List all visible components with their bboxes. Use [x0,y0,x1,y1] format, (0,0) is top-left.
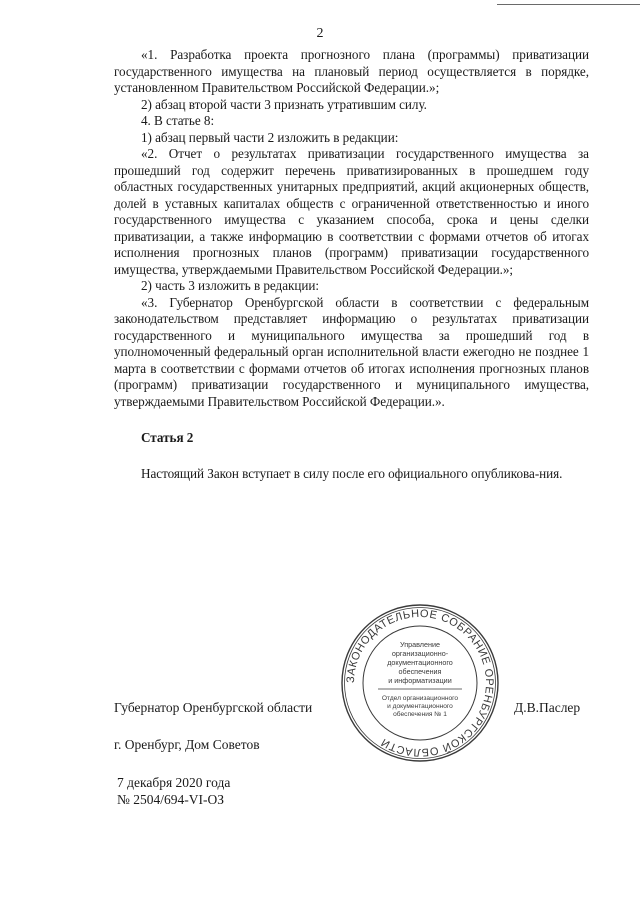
seal-ring-text: ЗАКОНОДАТЕЛЬНОЕ СОБРАНИЕ ОРЕНБУРГСКОЙ ОБЛАСТИ [344,607,496,759]
paragraph: 4. В статье 8: [141,113,215,128]
page-number: 2 [316,26,324,41]
article-heading: Статья 2 [141,430,194,445]
paragraph: «2. Отчет о результатах приватизации государственного имущества за прошедший год содержит перечень приватизированных в прошедшем году областных государственных унитарных предприятий, акций акционерных обществ, долей в уставных капиталах обществ с ограниченной ответственностью и иного государственного имущества с указанием способа, срока и цены сделки приватизации, а также информацию в соответствии с формами отчетов об итогах исполнения прогнозных планов (программ) приватизации государственного имущества, утверждаемыми Правительством Российской Федерации.»; [114,146,589,277]
signing-place: г. Оренбург, Дом Советов [114,737,260,752]
seal-line: обеспечения [398,667,442,676]
seal-line: и информатизации [388,676,452,685]
signing-date: 7 декабря 2020 года [117,775,231,790]
seal-line: Отдел организационного [381,695,459,702]
seal-line: Управление [400,640,440,649]
official-seal [340,603,500,763]
signatory-name: Д.В.Паслер [514,700,581,715]
seal-line: и документационного [387,703,453,710]
article-text: Настоящий Закон вступает в силу после его официального опубликова-ния. [141,465,563,481]
law-number: № 2504/694-VI-ОЗ [117,792,225,807]
paragraph: 1) абзац первый части 2 изложить в редакции: [141,129,399,145]
paragraph: 2) часть 3 изложить в редакции: [141,278,319,293]
document-body [114,47,589,482]
paragraph: «1. Разработка проекта прогнозного плана (программы) приватизации государственного имущества на плановый период осуществляется в порядке, установленном Правительством Российской Федерации.»; [114,47,589,95]
seal-line: обеспечения № 1 [393,711,447,718]
seal-line: организационно- [391,649,449,658]
paragraph: «3. Губернатор Оренбургской области в соответствии с федеральным законодательством представляет информацию о результатах приватизации государственного и муниципального имущества за прошедший год в уполномоченный федеральный орган исполнительной власти ежегодно не позднее 1 марта в соответствии с формами отчетов об итогах исполнения прогнозных планов (программ) приватизации государственного и муниципального имущества, утверждаемыми Правительством Российской Федерации.». [114,294,589,409]
paragraph: 2) абзац второй части 3 признать утратившим силу. [141,96,427,112]
seal-line: документационного [387,658,453,667]
signatory-title: Губернатор Оренбургской области [114,700,313,715]
top-rule [497,4,640,5]
